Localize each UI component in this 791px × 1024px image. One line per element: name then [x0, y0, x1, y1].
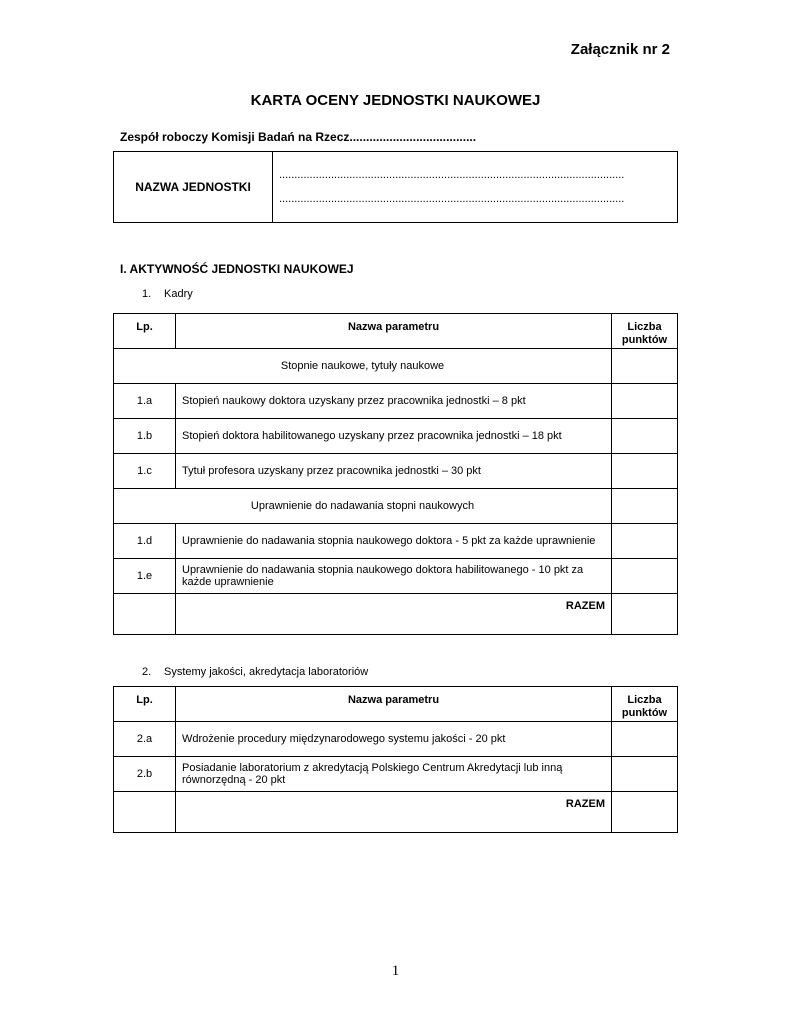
points-cell[interactable] — [612, 489, 678, 524]
total-lp — [114, 594, 176, 635]
points-cell[interactable] — [612, 454, 678, 489]
table-quality — [113, 686, 678, 833]
points-cell[interactable] — [612, 722, 678, 757]
subsection-label: Kadry — [164, 288, 193, 300]
team-line: Zespół roboczy Komisji Badań na Rzecz...................................... — [120, 130, 477, 144]
group-label: Uprawnienie do nadawania stopni naukowych — [114, 489, 612, 524]
points-cell[interactable] — [612, 349, 678, 384]
header-points: Liczba punktów — [612, 314, 678, 349]
subsection-label: Systemy jakości, akredytacja laboratoriów — [164, 666, 369, 678]
points-cell[interactable] — [612, 419, 678, 454]
annex-label: Załącznik nr 2 — [570, 41, 670, 58]
row-name: Stopień naukowy doktora uzyskany przez pracownika jednostki – 8 pkt — [176, 384, 612, 419]
table-row — [114, 524, 678, 559]
row-lp: 2.a — [114, 722, 176, 757]
row-name: Tytuł profesora uzyskany przez pracownika jednostki – 30 pkt — [176, 454, 612, 489]
header-name: Nazwa parametru — [176, 314, 612, 349]
unit-name-label: NAZWA JEDNOSTKI — [114, 152, 273, 223]
unit-name-line-1: ................................................................................................................. — [279, 169, 625, 181]
row-lp: 1.d — [114, 524, 176, 559]
subsection-number: 2. — [142, 666, 152, 678]
total-label: RAZEM — [176, 792, 612, 833]
row-name: Posiadanie laboratorium z akredytacją Polskiego Centrum Akredytacji lub inną równorzędną - 20 pkt — [176, 757, 612, 792]
total-row — [114, 792, 678, 833]
total-row — [114, 594, 678, 635]
row-lp: 1.b — [114, 419, 176, 454]
row-lp: 1.c — [114, 454, 176, 489]
table-row — [114, 722, 678, 757]
table-row — [114, 454, 678, 489]
total-points-cell[interactable] — [612, 792, 678, 833]
table-row — [114, 384, 678, 419]
total-points-cell[interactable] — [612, 594, 678, 635]
subsection-quality — [142, 666, 368, 678]
unit-name-field[interactable] — [273, 152, 678, 223]
unit-name-table — [113, 151, 678, 223]
row-name: Stopień doktora habilitowanego uzyskany przez pracownika jednostki – 18 pkt — [176, 419, 612, 454]
points-cell[interactable] — [612, 757, 678, 792]
header-name: Nazwa parametru — [176, 687, 612, 722]
group-label: Stopnie naukowe, tytuły naukowe — [114, 349, 612, 384]
points-cell[interactable] — [612, 559, 678, 594]
table-row — [114, 419, 678, 454]
points-cell[interactable] — [612, 524, 678, 559]
row-lp: 1.a — [114, 384, 176, 419]
row-lp: 1.e — [114, 559, 176, 594]
row-name: Uprawnienie do nadawania stopnia naukowego doktora habilitowanego - 10 pkt za każde uprawnienie — [176, 559, 612, 594]
table-row — [114, 559, 678, 594]
table-kadry — [113, 313, 678, 635]
table-row — [114, 757, 678, 792]
row-name: Uprawnienie do nadawania stopnia naukowego doktora - 5 pkt za każde uprawnienie — [176, 524, 612, 559]
subsection-number: 1. — [142, 288, 152, 300]
row-name: Wdrożenie procedury międzynarodowego systemu jakości - 20 pkt — [176, 722, 612, 757]
document-title: KARTA OCENY JEDNOSTKI NAUKOWEJ — [250, 92, 541, 109]
row-lp: 2.b — [114, 757, 176, 792]
unit-name-line-2: ................................................................................................................. — [279, 193, 625, 205]
subsection-kadry — [142, 288, 193, 300]
page-number: 1 — [391, 963, 400, 979]
header-points: Liczba punktów — [612, 687, 678, 722]
total-label: RAZEM — [176, 594, 612, 635]
header-lp: Lp. — [114, 314, 176, 349]
points-cell[interactable] — [612, 384, 678, 419]
header-lp: Lp. — [114, 687, 176, 722]
total-lp — [114, 792, 176, 833]
section-title: I. AKTYWNOŚĆ JEDNOSTKI NAUKOWEJ — [120, 262, 354, 276]
